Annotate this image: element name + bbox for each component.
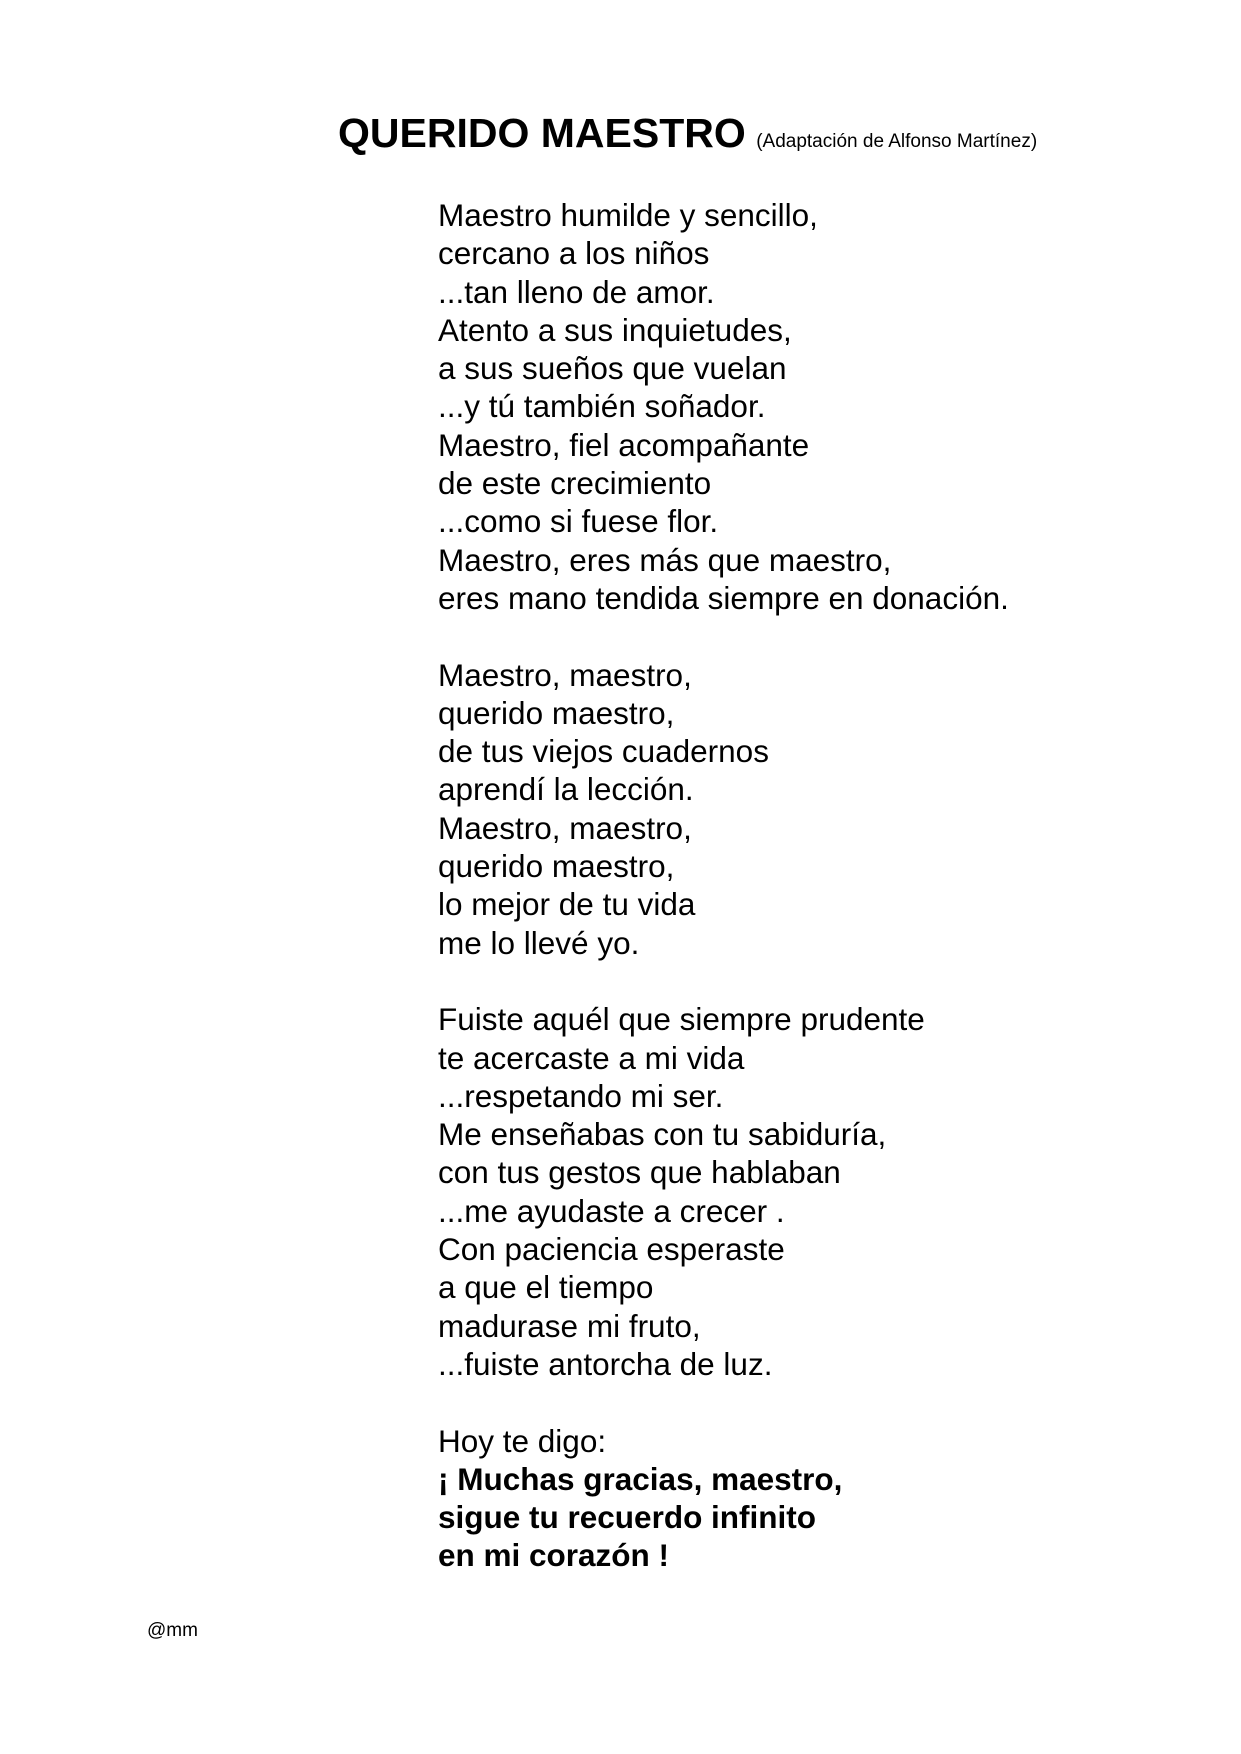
- poem-line: Maestro, fiel acompañante: [438, 426, 810, 463]
- poem-line: Maestro, eres más que maestro,: [438, 541, 892, 578]
- poem-line-bold: sigue tu recuerdo infinito: [438, 1499, 817, 1536]
- poem-line: con tus gestos que hablaban: [438, 1154, 841, 1191]
- poem-line: Maestro, maestro,: [438, 809, 692, 846]
- poem-line: querido maestro,: [438, 848, 675, 885]
- poem-line-bold: ¡ Muchas gracias, maestro,: [438, 1460, 843, 1497]
- poem-line: te acercaste a mi vida: [438, 1039, 745, 1076]
- stanza-1: [438, 196, 1009, 617]
- poem-title: QUERIDO MAESTRO: [338, 110, 746, 156]
- poem-line: ...tan lleno de amor.: [438, 273, 715, 310]
- poem-line: Hoy te digo:: [438, 1422, 607, 1459]
- poem-line: Fuiste aquél que siempre prudente: [438, 1001, 925, 1038]
- poem-line: cercano a los niños: [438, 235, 710, 272]
- poem-line: me lo llevé yo.: [438, 924, 640, 961]
- title-row: [338, 110, 1037, 157]
- poem-line: a que el tiempo: [438, 1269, 654, 1306]
- poem-line: aprendí la lección.: [438, 771, 694, 808]
- stanza-3: [438, 1000, 1009, 1383]
- poem-line: Me enseñabas con tu sabiduría,: [438, 1116, 887, 1153]
- poem-line: lo mejor de tu vida: [438, 886, 696, 923]
- footer-signature: @mm: [147, 1620, 198, 1641]
- poem-line-bold: en mi corazón !: [438, 1537, 670, 1574]
- poem-line: Maestro humilde y sencillo,: [438, 197, 818, 233]
- poem-line: ...me ayudaste a crecer .: [438, 1192, 785, 1229]
- stanza-2-chorus: [438, 656, 1009, 962]
- poem-line: ...como si fuese flor.: [438, 503, 719, 540]
- poem-line: ...y tú también soñador.: [438, 388, 766, 425]
- stanza-4-closing: [438, 1422, 1009, 1575]
- poem-line: madurase mi fruto,: [438, 1307, 701, 1344]
- poem-attribution: (Adaptación de Alfonso Martínez): [756, 131, 1038, 152]
- poem-line: a sus sueños que vuelan: [438, 350, 787, 387]
- poem-line: ...fuiste antorcha de luz.: [438, 1345, 773, 1382]
- poem-line: eres mano tendida siempre en donación.: [438, 579, 1009, 616]
- poem-line: querido maestro,: [438, 694, 675, 731]
- poem-line: Maestro, maestro,: [438, 656, 692, 693]
- poem-line: de este crecimiento: [438, 465, 712, 502]
- poem-line: Atento a sus inquietudes,: [438, 311, 792, 348]
- poem-line: ...respetando mi ser.: [438, 1077, 724, 1114]
- poem-body: [438, 196, 1009, 1613]
- poem-line: de tus viejos cuadernos: [438, 733, 769, 770]
- poem-line: Con paciencia esperaste: [438, 1231, 785, 1268]
